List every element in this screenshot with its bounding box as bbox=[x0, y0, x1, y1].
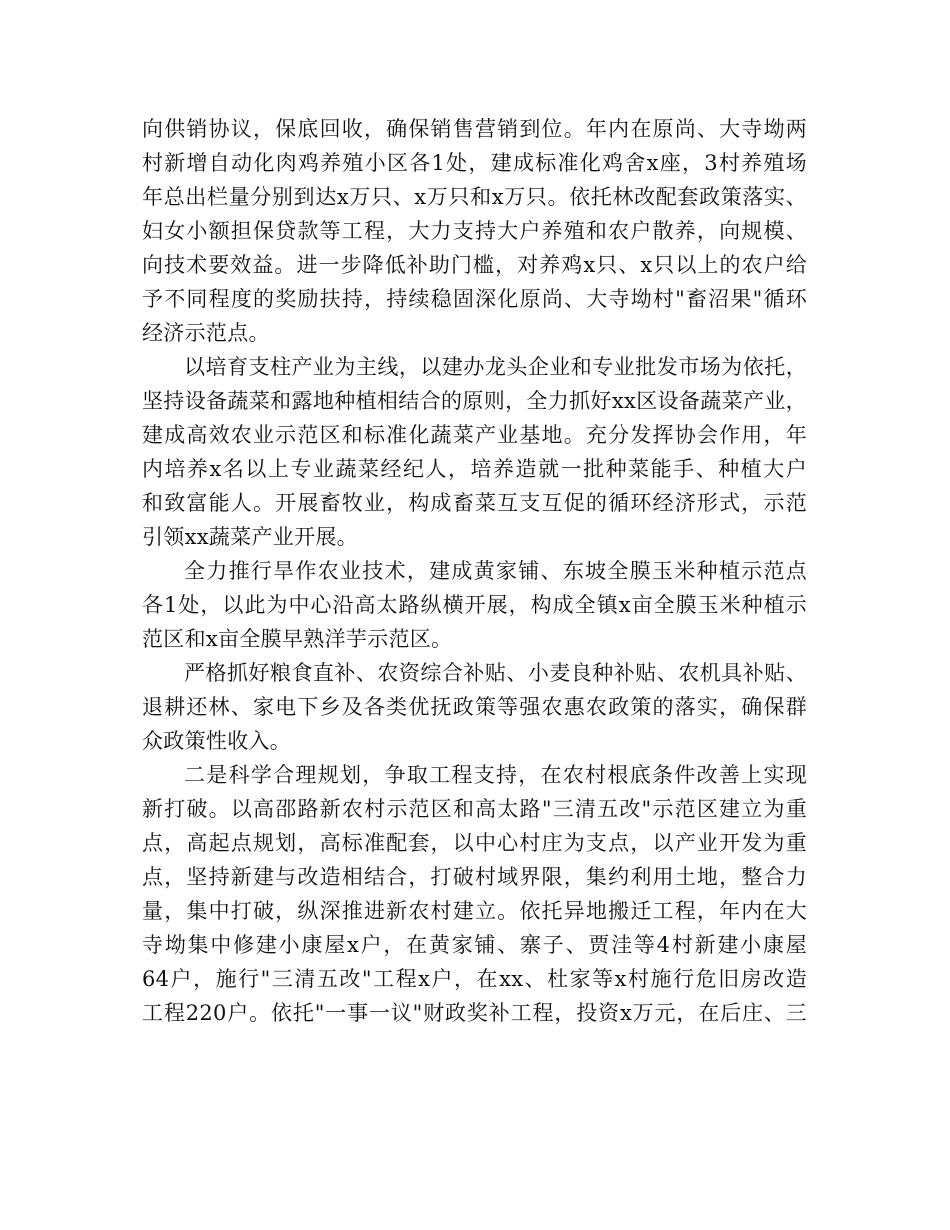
text-line: 二是科学合理规划，争取工程支持，在农村根底条件改善上实现 bbox=[184, 763, 807, 787]
text-line: 范区和x亩全膜早熟洋芋示范区。 bbox=[142, 627, 453, 651]
text-line: 经济示范点。 bbox=[142, 321, 270, 345]
paragraph-4 bbox=[142, 656, 807, 758]
document-body bbox=[142, 112, 807, 1030]
text-line: 向技术要效益。进一步降低补助门槛，对养鸡x只、x只以上的农户给 bbox=[142, 253, 807, 277]
text-line: 点，高起点规划，高标准配套，以中心村庄为支点，以产业开发为重 bbox=[142, 831, 807, 855]
text-line: 年总出栏量分别到达x万只、x万只和x万只。依托林改配套政策落实、 bbox=[142, 185, 807, 209]
paragraph-2 bbox=[142, 350, 807, 554]
text-line: 建成高效农业示范区和标准化蔬菜产业基地。充分发挥协会作用，年 bbox=[142, 423, 807, 447]
text-line: 全力推行旱作农业技术，建成黄家铺、东坡全膜玉米种植示范点 bbox=[184, 559, 807, 583]
text-line: 各1处，以此为中心沿高太路纵横开展，构成全镇x亩全膜玉米种植示 bbox=[142, 593, 807, 617]
text-line: 退耕还林、家电下乡及各类优抚政策等强农惠农政策的落实，确保群 bbox=[142, 695, 807, 719]
text-line: 64户，施行"三清五改"工程x户，在xx、杜家等x村施行危旧房改造 bbox=[142, 967, 807, 991]
text-line: 新打破。以高邵路新农村示范区和高太路"三清五改"示范区建立为重 bbox=[142, 797, 807, 821]
text-line: 量，集中打破，纵深推进新农村建立。依托异地搬迁工程，年内在大 bbox=[142, 899, 807, 923]
paragraph-1 bbox=[142, 112, 807, 350]
text-line: 予不同程度的奖励扶持，持续稳固深化原尚、大寺坳村"畜沼果"循环 bbox=[142, 287, 807, 311]
text-line: 严格抓好粮食直补、农资综合补贴、小麦良种补贴、农机具补贴、 bbox=[184, 661, 807, 685]
text-line: 妇女小额担保贷款等工程，大力支持大户养殖和农户散养，向规模、 bbox=[142, 219, 807, 243]
text-line: 以培育支柱产业为主线，以建办龙头企业和专业批发市场为依托， bbox=[184, 355, 807, 379]
text-line: 村新增自动化肉鸡养殖小区各1处，建成标准化鸡舍x座，3村养殖场 bbox=[142, 151, 807, 175]
text-line: 寺坳集中修建小康屋x户，在黄家铺、寨子、贾洼等4村新建小康屋 bbox=[142, 933, 807, 957]
text-line: 工程220户。依托"一事一议"财政奖补工程，投资x万元，在后庄、三 bbox=[142, 1001, 807, 1025]
text-line: 众政策性收入。 bbox=[142, 729, 292, 753]
text-line: 点，坚持新建与改造相结合，打破村域界限，集约利用土地，整合力 bbox=[142, 865, 807, 889]
paragraph-5 bbox=[142, 758, 807, 1030]
paragraph-3 bbox=[142, 554, 807, 656]
text-line: 坚持设备蔬菜和露地种植相结合的原则，全力抓好xx区设备蔬菜产业， bbox=[142, 389, 807, 413]
text-line: 和致富能人。开展畜牧业，构成畜菜互支互促的循环经济形式，示范 bbox=[142, 491, 807, 515]
text-line: 向供销协议，保底回收，确保销售营销到位。年内在原尚、大寺坳两 bbox=[142, 117, 807, 141]
text-line: 引领xx蔬菜产业开展。 bbox=[142, 525, 358, 549]
text-line: 内培养x名以上专业蔬菜经纪人，培养造就一批种菜能手、种植大户 bbox=[142, 457, 807, 481]
